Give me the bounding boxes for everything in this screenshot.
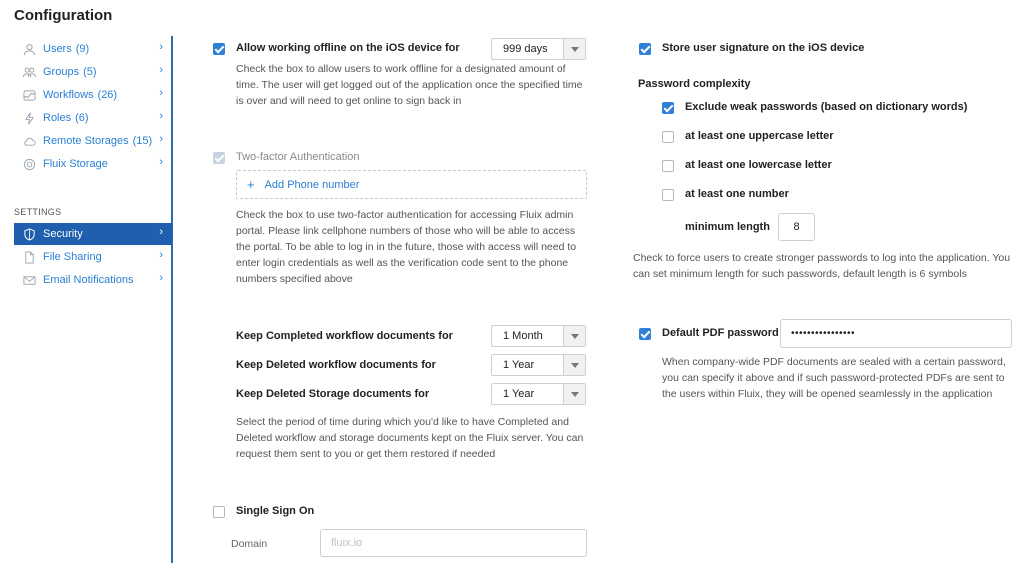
page-title: Configuration <box>14 7 113 24</box>
caret-down-icon <box>563 39 585 59</box>
storage-retention-select[interactable] <box>491 383 586 405</box>
plus-icon: + <box>247 177 255 192</box>
sidebar-item-label: File Sharing <box>43 251 102 263</box>
password-complexity-title: Password complexity <box>638 78 751 90</box>
uppercase-checkbox[interactable] <box>662 131 674 143</box>
twofa-checkbox[interactable] <box>213 152 225 164</box>
sidebar-item-label: Workflows <box>43 89 94 101</box>
offline-label: Allow working offline on the iOS device for <box>236 42 460 54</box>
sidebar-item-label: Groups <box>43 66 80 78</box>
number-checkbox[interactable] <box>662 189 674 201</box>
pdf-password-label: Default PDF password <box>662 327 779 339</box>
chevron-right-icon: › <box>159 110 163 122</box>
lowercase-checkbox[interactable] <box>662 160 674 172</box>
pdf-description: When company-wide PDF documents are sealed with a certain password, you can specify it above and if such password-protected PDFs are sent to the users within Fluix, they will be opened seamlessly in the application <box>662 356 1006 400</box>
completed-retention-select[interactable] <box>491 325 586 347</box>
chevron-right-icon: › <box>159 41 163 53</box>
completed-retention-label: Keep Completed workflow documents for <box>236 330 453 342</box>
sidebar-item-label: Email Notifications <box>43 274 134 286</box>
min-length-input[interactable]: 8 <box>778 213 815 241</box>
pdf-password-input[interactable]: •••••••••••••••• <box>780 319 1012 348</box>
twofa-label: Two-factor Authentication <box>236 151 360 163</box>
chevron-right-icon: › <box>159 87 163 99</box>
chevron-right-icon: › <box>159 133 163 145</box>
add-phone-label: Add Phone number <box>264 178 360 191</box>
sidebar-item-count: (6) <box>75 112 89 124</box>
sidebar-item-workflows[interactable] <box>14 84 172 106</box>
file-icon <box>22 250 36 264</box>
sidebar-item-remote-storages[interactable] <box>14 130 172 152</box>
sidebar-item-count: (26) <box>97 89 118 101</box>
shield-icon <box>22 227 36 241</box>
workflow-icon <box>22 88 36 102</box>
mail-icon <box>22 273 36 287</box>
offline-duration-select[interactable] <box>491 38 586 60</box>
sidebar-item-roles[interactable] <box>14 107 172 129</box>
sidebar-item-groups[interactable] <box>14 61 172 83</box>
sidebar-item-count: (9) <box>75 43 90 55</box>
deleted-retention-label: Keep Deleted workflow documents for <box>236 359 436 371</box>
password-description: Check to force users to create stronger passwords to log into the application. You can set minimum length for such passwords, default length is 6 symbols <box>633 252 1011 280</box>
sidebar-item-security[interactable] <box>14 223 172 245</box>
sidebar-item-label: Remote Storages <box>43 135 129 147</box>
signature-label: Store user signature on the iOS device <box>662 42 865 54</box>
chevron-right-icon: › <box>159 156 163 168</box>
weak-passwords-label: Exclude weak passwords (based on dictionary words) <box>685 101 968 113</box>
number-label: at least one number <box>685 188 789 200</box>
twofa-description: Check the box to use two-factor authentication for accessing Fluix admin portal. Please link cellphone numbers of those who will be able to access the portal. To be able to log in in the future, those with access will need to enter login credentials as well as the verification code sent to the phone numbers specified above <box>236 209 577 285</box>
storage-retention-value: 1 Year <box>503 388 535 400</box>
offline-description: Check the box to allow users to work offline for a designated amount of time. The user will get logged out of the application once the specified time is over and will need to get online to sign back in <box>236 63 583 107</box>
storage-retention-label: Keep Deleted Storage documents for <box>236 388 430 400</box>
signature-checkbox[interactable] <box>639 43 651 55</box>
uppercase-label: at least one uppercase letter <box>685 130 834 142</box>
chevron-right-icon: › <box>159 249 163 261</box>
sidebar-item-count: (15) <box>132 135 153 147</box>
offline-checkbox[interactable] <box>213 43 225 55</box>
cloud-icon <box>22 134 36 148</box>
user-icon <box>22 42 36 56</box>
retention-description: Select the period of time during which you'd like to have Completed and Deleted workflow and storage documents kept on the Fluix server. You can request them sent to you or get them restored if needed <box>236 416 584 460</box>
sidebar-item-count: (5) <box>83 66 97 78</box>
lightning-icon <box>22 111 36 125</box>
caret-down-icon <box>563 384 585 404</box>
sidebar-item-label: Roles <box>43 112 72 124</box>
sidebar-item-label: Security <box>43 228 83 240</box>
completed-retention-value: 1 Month <box>503 330 543 342</box>
domain-label: Domain <box>231 538 268 550</box>
deleted-retention-select[interactable] <box>491 354 586 376</box>
sidebar-item-file-sharing[interactable] <box>14 246 172 268</box>
sso-checkbox[interactable] <box>213 506 225 518</box>
lowercase-label: at least one lowercase letter <box>685 159 832 171</box>
deleted-retention-value: 1 Year <box>503 359 535 371</box>
offline-duration-value: 999 days <box>503 43 548 55</box>
chevron-right-icon: › <box>159 64 163 76</box>
sidebar-item-fluix-storage[interactable] <box>14 153 172 175</box>
min-length-label: minimum length <box>685 221 770 233</box>
caret-down-icon <box>563 326 585 346</box>
sidebar <box>0 36 173 563</box>
chevron-right-icon: › <box>159 272 163 284</box>
sidebar-item-email-notifications[interactable] <box>14 269 172 291</box>
sidebar-item-users[interactable] <box>14 38 172 60</box>
storage-icon <box>22 157 36 171</box>
weak-passwords-checkbox[interactable] <box>662 102 674 114</box>
caret-down-icon <box>563 355 585 375</box>
chevron-right-icon: › <box>159 226 163 238</box>
settings-section-label: SETTINGS <box>14 207 62 217</box>
sidebar-item-label: Fluix Storage <box>43 158 108 170</box>
domain-input[interactable]: fluix.io <box>320 529 587 557</box>
sso-label: Single Sign On <box>236 505 315 517</box>
add-phone-button[interactable] <box>236 170 587 199</box>
group-icon <box>22 65 36 79</box>
pdf-password-checkbox[interactable] <box>639 328 651 340</box>
sidebar-item-label: Users <box>43 43 72 55</box>
